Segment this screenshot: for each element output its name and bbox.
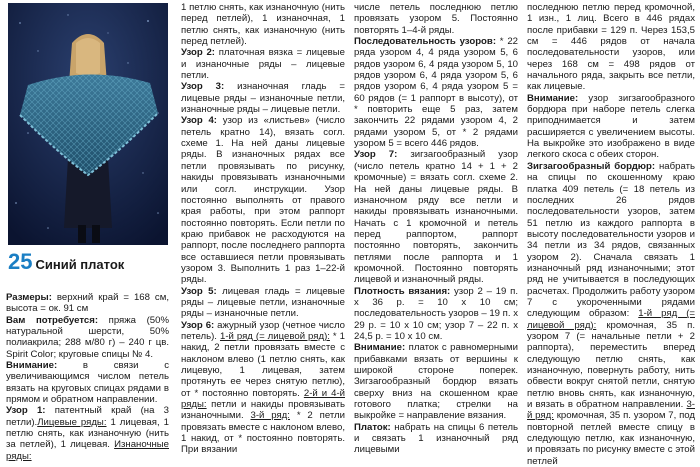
row-label: 3-й ряд: [527, 399, 695, 422]
col1-paragraph [6, 292, 169, 315]
body-text: последнюю петлю перед кромочной, 1 изн., 1 лиц. Всего в 446 рядах после прибавки = 129 п. Через 153,5 см = 446 рядов от начала последовательности узоров, или через 168 см = 498 рядов от начального ряда, закрыть все петли, как лицевые. [527, 2, 695, 93]
col4-paragraph [527, 93, 695, 161]
section-heading: Узор 5: [181, 285, 217, 297]
col1-paragraph [6, 360, 169, 405]
section-heading: Узор 6: [181, 319, 215, 331]
col2-paragraph [181, 2, 345, 47]
col1-paragraph [6, 315, 169, 360]
body-text: лицевая гладь = лицевые ряды – лицевые петли, изнаночные ряды – изнаночные петли. [181, 285, 346, 320]
body-text: платок с равномерными прибавками вязать от вершины к широкой стороне поперек. Зигзагообразный бордюр вязать сверху вниз на скошенном крае готового платка; стрелки на выкройке = направление вязания. [354, 342, 518, 422]
body-text: * 1 накид, 2 петли провязать вместе с наклоном влево (1 петлю снять, как лицевую, 1 лицевая, затем протянуть ее через снятую петлю), от * постоянно повторять. [181, 330, 346, 399]
body-text: зигзагообразный узор (число петель кратно 14 + 1 + 2 кромочные) = вязать согл. схеме 2. На ней даны лицевые ряды. В изнаночном ряду все петли и накиды провязывать изнаночными. Начать с 1 кромочной и петель перед раппортом, раппорт постоянно повторять, закончить петлями после раппорта и 1 кромочной. Постоянно повторять лицевой и изнаночный ряды. [354, 149, 518, 286]
col4-paragraph [527, 161, 695, 467]
pattern-name: Синий платок [35, 257, 125, 272]
body-text: в связи с увеличивающимся числом петель вязать на круговых спицах рядами в прямом и обратном направлении. [6, 360, 169, 406]
body-text: платочная вязка = лицевые и изнаночные ряды – лицевые петли. [181, 47, 345, 82]
body-text: пряжа (50% натуральной шерсти, 50% полиакрила; 288 м/80 г) – 240 г цв. Spirit Color; круговые спицы № 4. [6, 314, 169, 360]
section-heading: Внимание: [354, 342, 406, 354]
body-text: * 22 ряда узором 4, 4 ряда узором 5, 6 рядов узором 6, 4 ряда узором 5, 10 рядов узором 6, 4 ряда узором 5, 6 рядов узором 6, 4 ряда узором 5 = 60 рядов (= 1 раппорт в высоту), от * повторить еще 5 раз, затем закончить 22 рядами узором 4, 2 рядами узором 5, от * 2 рядами узором 5 = всего 446 рядов. [354, 36, 518, 150]
col3-paragraph [354, 422, 518, 456]
column-3 [354, 2, 518, 456]
body-text: набрать на спицы 6 петель и связать 1 изнаночный ряд лицевыми [354, 421, 518, 456]
row-label: 2-й и 4-й ряды: [181, 387, 345, 411]
row-label: Лицевые ряды: [37, 416, 107, 428]
col4-paragraph [527, 2, 695, 93]
body-text: * 2 петли провязать вместе с наклоном влево, 1 накид, от * постоянно повторять. При вязании [181, 410, 345, 456]
section-heading: Размеры: [6, 292, 52, 303]
body-text: узор из «листьев» (число петель кратно 14), вязать согл. схеме 1. На ней даны лицевые ряды. В изнаночных рядах все петли провязывать по рисунку, накиды провязывать изнаночными или согл. инструкции. Узор постоянно выполнять от правого края работы, при этом раппорт постоянно повторять. Если петли по краю прибавок не расходуются на раппорт, после последнего раппорта все оставшиеся петли провязывать узором 3. Выполнить 1 раз 1–22-й ряды. [181, 115, 345, 286]
section-heading: Зигзагообразный бордюр: [527, 160, 656, 172]
col2-paragraph [181, 320, 345, 456]
col1-paragraph [6, 405, 169, 462]
section-heading: Узор 3: [181, 81, 225, 93]
col3-paragraph [354, 36, 518, 149]
col2-paragraph [181, 81, 345, 115]
section-heading: Платок: [354, 421, 391, 433]
section-heading: Узор 2: [181, 47, 215, 59]
section-heading: Последовательность узоров: [354, 36, 497, 48]
section-heading: Внимание: [6, 360, 58, 372]
col3-paragraph [354, 2, 518, 36]
row-label: 3-й ряд: [250, 410, 290, 422]
pattern-title [8, 249, 124, 273]
col3-paragraph [354, 286, 518, 343]
row-label: 1-й ряд (= лицевой ряд): [219, 330, 330, 342]
pattern-number: 25 [8, 249, 33, 274]
column-1 [6, 292, 169, 462]
col3-paragraph [354, 149, 518, 285]
row-label: Изнаночные ряды: [6, 439, 169, 462]
body-text: верхний край = 168 см, высота = ок. 91 см [6, 292, 169, 315]
section-heading: Вам потребуется: [6, 314, 99, 326]
body-text: патентный край (на 3 петли). [6, 405, 169, 428]
body-text: изнаночная гладь = лицевые ряды – изнаночные петли, изнаночные ряды – лицевые петли. [181, 81, 345, 116]
column-2 [181, 2, 345, 456]
shawl-photo-image [8, 3, 168, 245]
body-text: ажурный узор (четное число петель). [181, 319, 345, 342]
body-text: петли и накиды провязывать изнаночными. [181, 399, 345, 422]
body-text: 1 петлю снять, как изнаночную (нить перед петлей), 1 изнаночная, 1 петлю снять, как изнаночную (нить перед петлей). [181, 2, 345, 48]
body-text: 1 лицевая, 1 петлю снять, как изнаночную (нить за петлей), 1 лицевая. [6, 416, 169, 451]
body-text: кромочная, 35 п. узором 7 (= начальные петли + 2 раппорта), переместить вперед следующую петлю снять, как изнаночную, повернуть работу, нить обвести вокруг снятой петли, снятую петлю вновь снять, как изнаночную, и вязать в обратном направлении. [527, 319, 695, 411]
section-heading: Узор 1: [6, 405, 46, 417]
body-text: узор 2 – 19 п. х 36 р. = 10 х 10 см; последовательность узоров – 19 п. х 29 р. = 10 х 10 см; узор 7 – 22 п. х 24,5 р. = 10 х 10 см. [354, 285, 519, 342]
col2-paragraph [181, 47, 345, 81]
body-text: числе петель последнюю петлю провязать узором 5. Постоянно повторять 1–4-й ряды. [354, 2, 518, 36]
col3-paragraph [354, 342, 518, 421]
body-text: узор зигзагообразного бордюра при наборе петель слегка приподнимается и затем расширяется с увеличением высоты. На выкройке это изображено в виде легкого скоса с обеих сторон. [527, 92, 695, 161]
body-text: набрать на спицы по скошенному краю платка 409 петель (= 18 петель из последних 26 рядов последовательности узоров, затем 51 петлю из каждого раппорта в высоту последовательности узоров и 34 петли из 34 рядов, связанных узором 2). Сначала связать 1 изнаночный ряд изнаночными; этот ряд не учитывается в последующих расчетах. Продолжить работу узором 7 с укороченными рядами следующим образом: [527, 160, 695, 320]
section-heading: Узор 7: [354, 149, 398, 161]
row-label: 1-й ряд (= лицевой ряд): [527, 308, 695, 331]
section-heading: Внимание: [527, 92, 579, 104]
section-heading: Плотность вязания: [354, 285, 451, 297]
col2-paragraph [181, 115, 345, 285]
shawl-photo [8, 3, 168, 245]
body-text: кромочная, 35 п. узором 7, под повторной петлей вместе спицу в следующую петлю, как изнаночную, и провязать по рисунку вместе с этой петлей [527, 410, 696, 467]
column-4 [527, 2, 695, 467]
section-heading: Узор 4: [181, 115, 217, 127]
col2-paragraph [181, 286, 345, 320]
